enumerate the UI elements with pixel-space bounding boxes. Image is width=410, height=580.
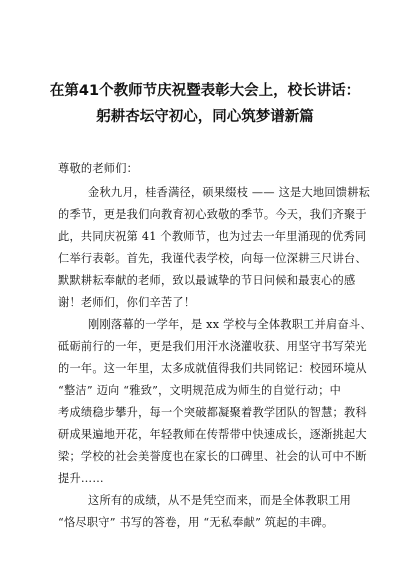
body-line-8: 砥砺前行的一年，更是我们用汗水浇灌收获、用坚守书写荣光 <box>58 340 367 353</box>
document-title-line-2: 躬耕杏坛守初心，同心筑梦谱新篇 <box>96 109 314 125</box>
body-line-12: 研成果遍地开花，年轻教师在传帮带中快速成长，逐渐挑起大 <box>58 428 367 441</box>
document-title-line-1: 在第41个教师节庆祝暨表彰大会上，校长讲话： <box>49 83 361 99</box>
body-line-1: 金秋九月，桂香满径，硕果缀枝 —— 这是大地回馈耕耘 <box>88 186 371 199</box>
body-line-9: 的一年。这一年里，太多成就值得我们共同铭记：校园环境从 <box>58 362 367 375</box>
body-line-5: 默默耕耘奉献的老师，致以最诚挚的节日问候和最衷心的感 <box>58 274 356 287</box>
body-line-15: 这所有的成绩，从不是凭空而来，而是全体教职工用 <box>88 494 352 507</box>
body-line-4: 仁举行表彰。首先，我谨代表学校，向每一位深耕三尺讲台、 <box>58 252 367 265</box>
body-line-13: 梁；学校的社会美誉度也在家长的口碑里、社会的认可中不断 <box>58 450 367 463</box>
body-line-10: “整洁” 迈向 “雅致”，文明规范成为师生的自觉行动；中 <box>58 384 342 397</box>
body-line-7: 刚刚落幕的一学年，是 xx 学校与全体教职工并肩奋斗、 <box>88 318 372 331</box>
body-line-2: 的季节，更是我们向教育初心致敬的季节。今天，我们齐聚于 <box>58 208 367 221</box>
body-line-3: 此，共同庆祝第 41 个教师节，也为过去一年里涌现的优秀同 <box>58 230 367 243</box>
body-line-16: “恪尽职守” 书写的答卷，用 “无私奉献” 筑起的丰碑。 <box>58 516 334 529</box>
body-line-11: 考成绩稳步攀升，每一个突破都凝聚着教学团队的智慧；教科 <box>58 406 367 419</box>
body-line-14: 提升…… <box>58 472 104 485</box>
salutation: 尊敬的老师们： <box>58 162 139 175</box>
body-line-6: 谢！老师们，你们辛苦了！ <box>58 296 196 309</box>
